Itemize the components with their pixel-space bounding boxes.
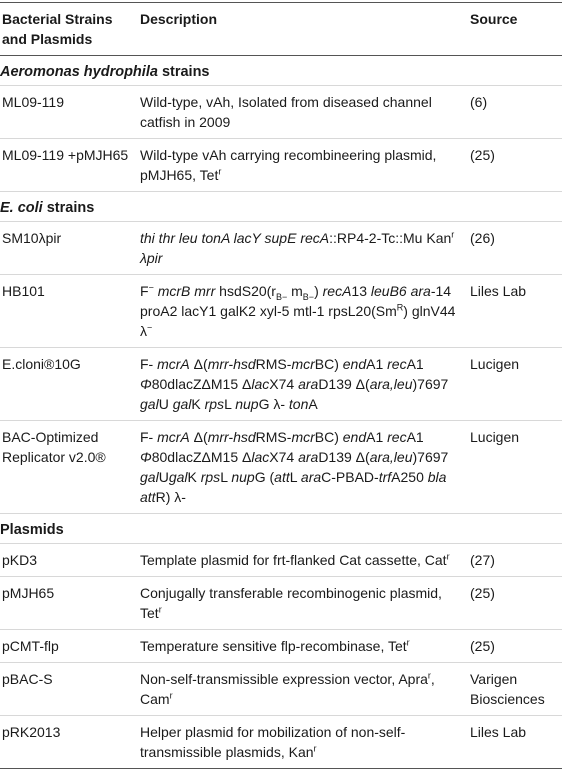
header-strains: Bacterial Strains and Plasmids: [2, 11, 113, 47]
section-plasmids: [0, 514, 562, 544]
genotype-part: A1: [406, 356, 424, 372]
genotype-part: RMS-: [255, 429, 292, 445]
plasmid-name: pCMT-flp: [2, 638, 59, 654]
genotype-sup: r: [451, 229, 455, 240]
genotype-part: rec: [387, 356, 407, 372]
genotype-part: mcr: [291, 429, 315, 445]
section-title-rest: strains: [157, 64, 210, 80]
genotype-part: mcr: [291, 356, 315, 372]
strain-name: HB101: [2, 283, 45, 299]
genotype-part: K: [187, 469, 201, 485]
genotype-part: ) glnV44 λ: [140, 303, 456, 339]
genotype-part: ::RP4-2-Tc::Mu Kan: [329, 230, 452, 246]
genotype-part: recA: [322, 283, 352, 299]
plasmid-description: [140, 550, 470, 570]
genotype-part: 13: [351, 283, 371, 299]
section-title-rest: strains: [42, 200, 95, 216]
strain-description: [140, 145, 470, 185]
table-row: [0, 86, 562, 139]
genotype-part: mcrA: [157, 429, 190, 445]
genotype-part: L: [224, 396, 236, 412]
genotype-part: A1: [406, 429, 424, 445]
plasmid-source: Varigen Biosciences: [470, 671, 545, 707]
table-row: [0, 139, 562, 192]
genotype-part: L: [220, 469, 232, 485]
genotype-part: att: [274, 469, 290, 485]
genotype-part: -14 proA2 lacY1 galK2 xyl-5 mtl-1 rpsL20(Sm: [140, 283, 452, 319]
genotype-part: X74: [269, 376, 299, 392]
table-row: [0, 348, 562, 421]
plasmid-name: pMJH65: [2, 585, 55, 601]
strain-description: [140, 228, 470, 268]
table-row: [0, 577, 562, 630]
plasmid-description: [140, 583, 470, 623]
table-row: [0, 663, 562, 716]
genotype-part: end: [342, 356, 367, 372]
plasmid-source: (27): [470, 552, 495, 568]
strain-description: [140, 427, 470, 507]
table-row: [0, 222, 562, 275]
genotype-part: m: [287, 283, 303, 299]
strain-source: Liles Lab: [470, 283, 527, 299]
plasmid-description: [140, 669, 470, 709]
genotype-part: ara,leu: [369, 449, 413, 465]
genotype-part: Δ(: [355, 449, 370, 465]
strain-source: Lucigen: [470, 356, 520, 372]
desc-text: Wild-type vAh carrying recombineering plasmid, pMJH65, Tet: [140, 147, 437, 183]
genotype-part: thi thr leu tonA lacY supE recA: [140, 230, 330, 246]
genotype-part: Φ: [140, 449, 152, 465]
desc-sup: r: [158, 604, 162, 615]
table-row: [0, 630, 562, 663]
desc-sup: r: [169, 690, 173, 701]
genotype-part: ara: [298, 449, 319, 465]
genotype-part: ton: [288, 396, 309, 412]
genotype-part: X74: [269, 449, 299, 465]
plasmid-source: Liles Lab: [470, 724, 527, 740]
strain-name: SM10λpir: [2, 230, 62, 246]
genotype-sup: −: [147, 322, 153, 333]
genotype-part: ara: [298, 376, 319, 392]
genotype-part: RMS-: [255, 356, 292, 372]
genotype-part: F-: [140, 356, 158, 372]
genotype-part: A250: [391, 469, 428, 485]
genotype-part: nup: [235, 396, 259, 412]
strain-description: Wild-type, vAh, Isolated from diseased channel catfish in 2009: [140, 94, 432, 130]
genotype-sub: B−: [302, 291, 315, 302]
genotype-sup: −: [148, 282, 154, 293]
genotype-part: )7697: [412, 376, 449, 392]
strain-description: [140, 281, 470, 341]
strain-name: ML09-119: [2, 94, 65, 110]
strain-source: (6): [470, 94, 488, 110]
desc-sup: r: [427, 670, 431, 681]
section-title-italic: Aeromonas hydrophila: [0, 64, 158, 80]
genotype-part: ara: [300, 469, 322, 485]
desc-text: Non-self-transmissible expression vector, Apra: [140, 671, 428, 687]
genotype-part: BC): [314, 429, 343, 445]
plasmid-name: pKD3: [2, 552, 38, 568]
genotype-part: gal: [140, 396, 159, 412]
genotype-part: D139: [318, 449, 352, 465]
genotype-part: F: [140, 283, 149, 299]
genotype-part: ): [314, 283, 323, 299]
desc-text: Conjugally transferable recombinogenic plasmid, Tet: [140, 585, 442, 621]
genotype-part: R) λ-: [155, 489, 186, 505]
table-row: [0, 716, 562, 768]
desc-text: Temperature sensitive flp-recombinase, Tet: [140, 638, 407, 654]
genotype-part: G λ-: [258, 396, 289, 412]
table-row: [0, 544, 562, 577]
genotype-part: lac: [251, 376, 270, 392]
genotype-part: A1: [366, 429, 388, 445]
header-description: Description: [140, 11, 218, 27]
desc-text: Helper plasmid for mobilization of non-self-transmissible plasmids, Kan: [140, 724, 406, 760]
section-title: Plasmids: [0, 522, 64, 538]
plasmid-name: pRK2013: [2, 724, 61, 740]
header-source: Source: [470, 11, 518, 27]
genotype-part: A: [308, 396, 318, 412]
genotype-sup: R: [396, 302, 404, 313]
section-ecoli: [0, 192, 562, 222]
genotype-part: F-: [140, 429, 158, 445]
plasmid-description: [140, 722, 470, 762]
genotype-part: mcrB mrr: [153, 283, 216, 299]
genotype-part: 80dlacZΔM15 Δ: [151, 376, 252, 392]
plasmid-source: (25): [470, 638, 495, 654]
section-title-italic: E. coli: [0, 200, 43, 216]
plasmid-description: [140, 636, 470, 656]
genotype-part: end: [342, 429, 367, 445]
genotype-part: C-PBAD-: [321, 469, 379, 485]
plasmid-source: (25): [470, 585, 495, 601]
genotype-part: hsdS20(r: [215, 283, 276, 299]
genotype-part: rec: [387, 429, 407, 445]
desc-text: , Cam: [140, 671, 435, 707]
strain-name: ML09-119 +pMJH65: [2, 147, 129, 163]
genotype-part: λpir: [140, 250, 163, 266]
genotype-part: ara: [410, 283, 431, 299]
genotype-part: Δ(: [355, 376, 370, 392]
genotype-part: nup: [231, 469, 255, 485]
table-row: [0, 275, 562, 348]
genotype-part: ara,leu: [369, 376, 413, 392]
genotype-part: rps: [204, 396, 225, 412]
genotype-sub: B−: [275, 291, 288, 302]
genotype-part: mrr-hsd: [207, 429, 256, 445]
strain-source: Lucigen: [470, 429, 520, 445]
strain-description: [140, 354, 470, 414]
strain-name: E.cloni®10G: [2, 356, 81, 372]
genotype-part: U: [158, 469, 169, 485]
genotype-part: gal: [168, 469, 188, 485]
genotype-part: Δ(: [189, 429, 208, 445]
genotype-part: gal: [140, 469, 159, 485]
strain-source: (25): [470, 147, 495, 163]
strain-name: BAC-Optimized Replicator v2.0®: [2, 429, 106, 465]
table-row: [0, 421, 562, 514]
genotype-part: Φ: [140, 376, 152, 392]
genotype-part: K: [191, 396, 205, 412]
desc-sup: r: [446, 551, 450, 562]
genotype-part: mrr-hsd: [207, 356, 256, 372]
plasmid-name: pBAC-S: [2, 671, 53, 687]
desc-sup: r: [313, 743, 317, 754]
genotype-part: )7697: [412, 449, 449, 465]
table-header: [0, 3, 562, 56]
genotype-part: 80dlacZΔM15 Δ: [151, 449, 252, 465]
genotype-part: Δ(: [189, 356, 208, 372]
desc-sup: r: [406, 637, 410, 648]
genotype-part: leuB6: [370, 283, 407, 299]
section-aeromonas: [0, 56, 562, 86]
genotype-part: G (: [254, 469, 275, 485]
genotype-part: bla att: [140, 469, 447, 505]
genotype-part: trf: [378, 469, 392, 485]
genotype-part: mcrA: [157, 356, 190, 372]
genotype-part: lac: [251, 449, 270, 465]
genotype-part: A1: [366, 356, 388, 372]
strain-source: (26): [470, 230, 495, 246]
genotype-part: rps: [200, 469, 221, 485]
genotype-part: U: [158, 396, 173, 412]
genotype-part: BC): [314, 356, 343, 372]
genotype-part: L: [289, 469, 298, 485]
genotype-part: D139: [318, 376, 352, 392]
desc-sup: r: [218, 166, 222, 177]
strains-plasmids-table: [0, 2, 562, 769]
desc-text: Template plasmid for frt-flanked Cat cassette, Cat: [140, 552, 447, 568]
genotype-part: gal: [172, 396, 192, 412]
